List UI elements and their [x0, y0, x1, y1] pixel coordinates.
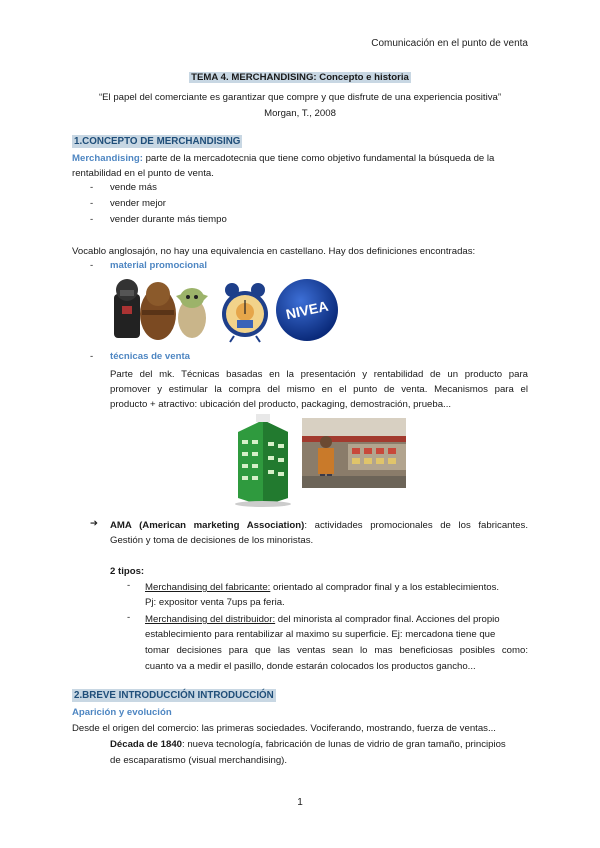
alarm-clock-image: [220, 276, 270, 344]
definition2-title: técnicas de venta: [110, 351, 190, 362]
nivea-logo-text: NIVEA: [284, 297, 330, 323]
ama-line-1: [110, 518, 528, 533]
tipo1-term: Merchandising del fabricante:: [145, 582, 271, 593]
bullet-item: vender mejor: [110, 198, 166, 209]
tipo2-term: Merchandising del distribuidor:: [145, 614, 276, 625]
definition-line-1: [72, 151, 528, 166]
tipo1-line-1: [145, 580, 528, 595]
page-number: 1: [297, 797, 303, 808]
epigraph-author: Morgan, T., 2008: [264, 108, 336, 119]
dash-bullet: -: [90, 260, 94, 271]
tipo2-line-3: tomar decisiones para que las ventas sean lo mas beneficiosas posibles como:: [145, 645, 528, 656]
bullet-item: vender durante más tiempo: [110, 214, 227, 225]
title-container: [0, 72, 600, 83]
document-title: TEMA 4. MERCHANDISING: Concepto e historia: [191, 72, 409, 83]
section2-heading-wrap: [72, 689, 276, 702]
definition2-line-2: promover y estimular la compra del mismo en el punto de venta. Mecanismos para el: [110, 384, 528, 395]
definition2-line-3: producto + atractivo: ubicación del producto, packaging, demostración, prueba...: [110, 399, 452, 410]
dash-bullet: -: [90, 182, 94, 193]
decade-text: : nueva tecnología, fabricación de lunas de vidrio de gran tamaño, principios: [182, 739, 506, 750]
tipo2-line-2: establecimiento para rentabilizar al maximo su superficie. Ej: mercadona tiene que: [145, 629, 496, 640]
definition-text: parte de la mercadotecnia que tiene como objetivo fundamental la búsqueda de la: [142, 153, 495, 164]
tipo2-line-4: cuanto va a medir el pasillo, donde estarán colocados los productos gancho...: [145, 661, 476, 672]
tipo1-line-2: Pj: expositor venta 7ups pa feria.: [145, 597, 285, 608]
nivea-ball-image: [275, 276, 339, 344]
vocab-line: Vocablo anglosajón, no hay una equivalencia en castellano. Hay dos definiciones encontradas:: [72, 246, 476, 257]
decade-line-1: [110, 737, 528, 752]
definition2-line-1: Parte del mk. Técnicas basadas en la presentación y rentabilidad de un producto para: [110, 369, 528, 380]
section1-heading-wrap: [72, 135, 242, 148]
dash-bullet: -: [90, 351, 94, 362]
bullet-item: vende más: [110, 182, 157, 193]
dash-bullet: -: [127, 580, 131, 591]
definition-line-2: rentabilidad en el punto de venta.: [72, 168, 214, 179]
epigraph-quote: “El papel del comerciante es garantizar que compre y que disfrute de una experiencia positiva”: [98, 92, 502, 103]
ama-text: : actividades promocionales de los fabricantes.: [304, 520, 528, 531]
tipo2-text: del minorista al comprador final. Acciones del propio: [275, 614, 500, 625]
ama-line-2: Gestión y toma de decisiones de los minoristas.: [110, 535, 314, 546]
section2-heading: 2.BREVE INTRODUCCIÓN INTRODUCCIÓN: [74, 690, 274, 701]
section2-subheading: Aparición y evolución: [72, 707, 172, 718]
tipo1-text: orientado al comprador final y a los establecimientos.: [270, 582, 500, 593]
arrow-icon: ➔: [90, 518, 99, 529]
running-header: Comunicación en el punto de venta: [371, 38, 528, 49]
definition1-title: material promocional: [110, 260, 208, 271]
decade-line-2: de escaparatismo (visual merchandising).: [110, 755, 288, 766]
section1-heading: 1.CONCEPTO DE MERCHANDISING: [74, 136, 241, 147]
definition-term: Merchandising:: [72, 153, 143, 164]
plush-toys-image: [110, 276, 214, 344]
display-stand-image: [228, 412, 298, 508]
decade-term: Década de 1840: [110, 739, 182, 750]
tipo2-line-1: [145, 612, 528, 627]
dash-bullet: -: [90, 214, 94, 225]
tipos-label: 2 tipos:: [110, 566, 145, 577]
section2-line-1: Desde el origen del comercio: las primeras sociedades. Vociferando, mostrando, fuerza de ventas...: [72, 723, 496, 734]
ama-term: AMA (American marketing Association): [110, 520, 305, 531]
supermarket-photo-image: [302, 418, 406, 488]
dash-bullet: -: [90, 198, 94, 209]
dash-bullet: -: [127, 612, 131, 623]
